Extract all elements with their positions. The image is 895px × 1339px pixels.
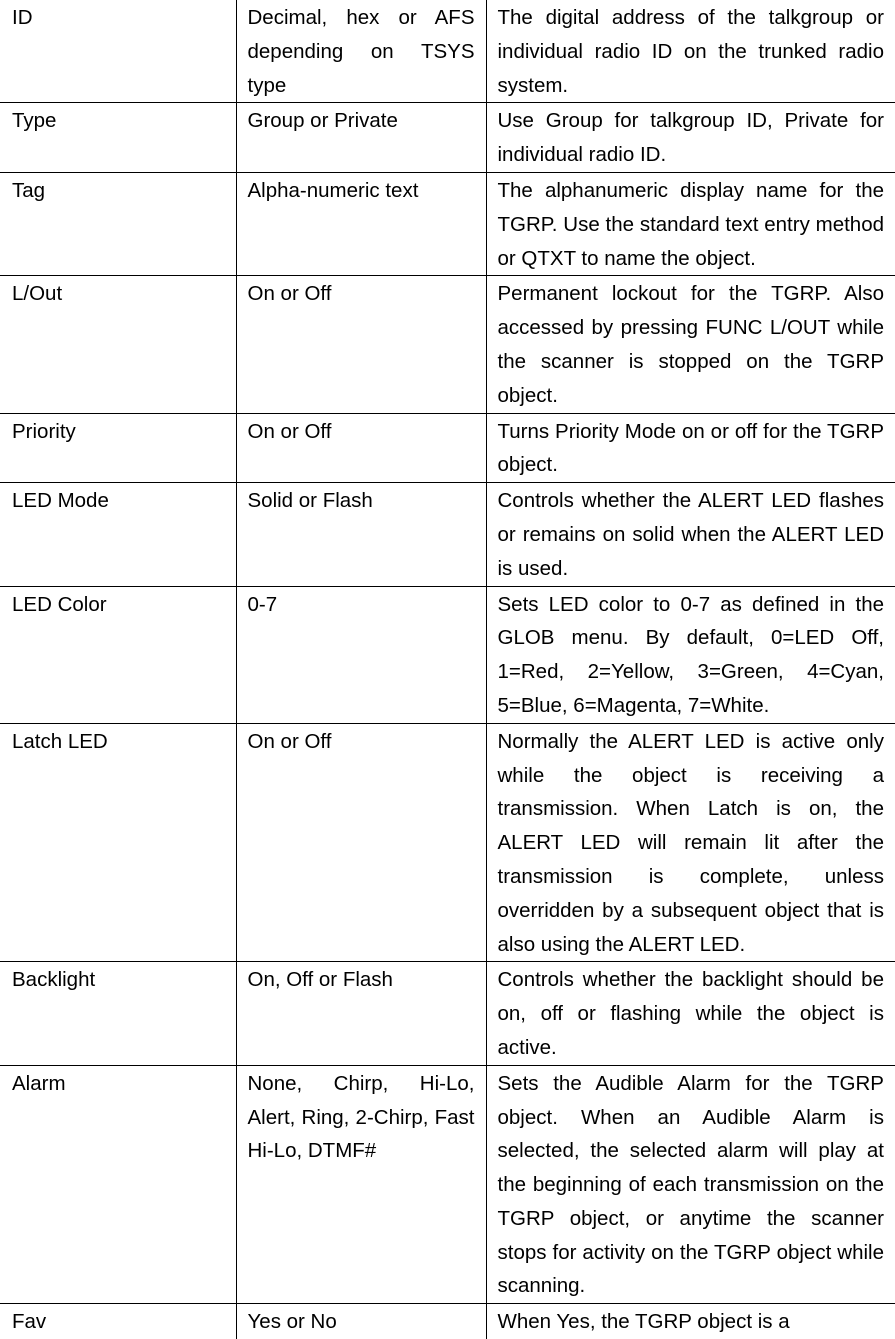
setting-name-cell [0,1304,236,1339]
setting-name: Latch LED [12,729,108,753]
setting-name: ID [12,6,33,29]
setting-description: Permanent lockout for the TGRP. Also accessed by pressing FUNC L/OUT while the scanner is stopped on the TGRP object. [497,282,884,407]
setting-name-cell [0,962,236,1065]
setting-description-cell [486,586,895,723]
setting-range-cell [236,1304,486,1339]
table-row [0,1065,895,1304]
setting-name-cell [0,276,236,413]
table-row [0,413,895,483]
setting-name-cell [0,0,236,103]
setting-description-cell [486,723,895,962]
setting-description: When Yes, the TGRP object is a [497,1310,790,1334]
setting-description-cell [486,962,895,1065]
setting-name-cell [0,483,236,586]
setting-name-cell [0,1065,236,1304]
setting-description: Turns Priority Mode on or off for the TGRP object. [497,419,884,477]
setting-range-cell [236,962,486,1065]
setting-description: Use Group for talkgroup ID, Private for individual radio ID. [497,109,884,167]
setting-name: Fav [12,1310,47,1334]
setting-name-cell [0,413,236,483]
setting-range: Yes or No [247,1310,337,1334]
table-row [0,1304,895,1339]
setting-description-cell [486,103,895,173]
setting-description: Sets the Audible Alarm for the TGRP object. When an Audible Alarm is selected, the selected alarm will play at the beginning of each transmission on the TGRP object, or anytime the scanner stops for activity on the TGRP object while scanning. [497,1071,884,1298]
setting-range: Group or Private [247,109,398,133]
setting-name-cell [0,172,236,275]
setting-name-cell [0,723,236,962]
setting-range-cell [236,103,486,173]
setting-range: On or Off [247,729,332,753]
setting-range-cell [236,586,486,723]
table-row [0,0,895,103]
setting-range: Decimal, hex or AFS depending on TSYS type [247,6,475,97]
setting-range-cell [236,276,486,413]
setting-description: Controls whether the backlight should be on, off or flashing while the object is active. [497,968,884,1059]
setting-range-cell [236,723,486,962]
setting-name: LED Color [12,592,107,616]
setting-description-cell [486,276,895,413]
setting-name: Type [12,109,57,133]
setting-range: Alpha-numeric text [247,178,419,202]
table-row [0,172,895,275]
setting-description-cell [486,1304,895,1339]
table-row [0,276,895,413]
setting-range: On, Off or Flash [247,968,393,992]
setting-description: The alphanumeric display name for the TGRP. Use the standard text entry method or QTXT to name the object. [497,178,884,270]
setting-name: Backlight [12,968,96,992]
setting-name: L/Out [12,282,63,306]
setting-description: Controls whether the ALERT LED flashes or remains on solid when the ALERT LED is used. [497,489,884,580]
setting-description-cell [486,0,895,103]
table-row [0,723,895,962]
setting-name: Priority [12,419,76,443]
setting-description-cell [486,413,895,483]
setting-range: None, Chirp, Hi-Lo, Alert, Ring, 2-Chirp, Fast Hi-Lo, DTMF# [247,1071,475,1163]
setting-description-cell [486,483,895,586]
setting-range-cell [236,172,486,275]
setting-range-cell [236,483,486,586]
setting-description: Normally the ALERT LED is active only while the object is receiving a transmission. When Latch is on, the ALERT LED will remain lit after the transmission is complete, unless overridden by a subsequent object that is also using the ALERT LED. [497,729,884,956]
table-row [0,586,895,723]
setting-name: Alarm [12,1071,66,1095]
table-row [0,483,895,586]
table-row [0,962,895,1065]
setting-range-cell [236,0,486,103]
setting-name-cell [0,586,236,723]
setting-range-cell [236,1065,486,1304]
table-row [0,103,895,173]
setting-name-cell [0,103,236,173]
setting-range: On or Off [247,419,332,443]
setting-name: Tag [12,178,46,202]
setting-range: Solid or Flash [247,489,373,513]
setting-name: LED Mode [12,489,109,513]
setting-description-cell [486,1065,895,1304]
setting-range-cell [236,413,486,483]
setting-range: On or Off [247,282,332,306]
setting-range: 0-7 [247,592,278,616]
setting-description: The digital address of the talkgroup or individual radio ID on the trunked radio system. [497,6,884,97]
setting-description-cell [486,172,895,275]
setting-description: Sets LED color to 0-7 as defined in the GLOB menu. By default, 0=LED Off, 1=Red, 2=Yellow, 3=Green, 4=Cyan, 5=Blue, 6=Magenta, 7=White. [497,592,884,717]
